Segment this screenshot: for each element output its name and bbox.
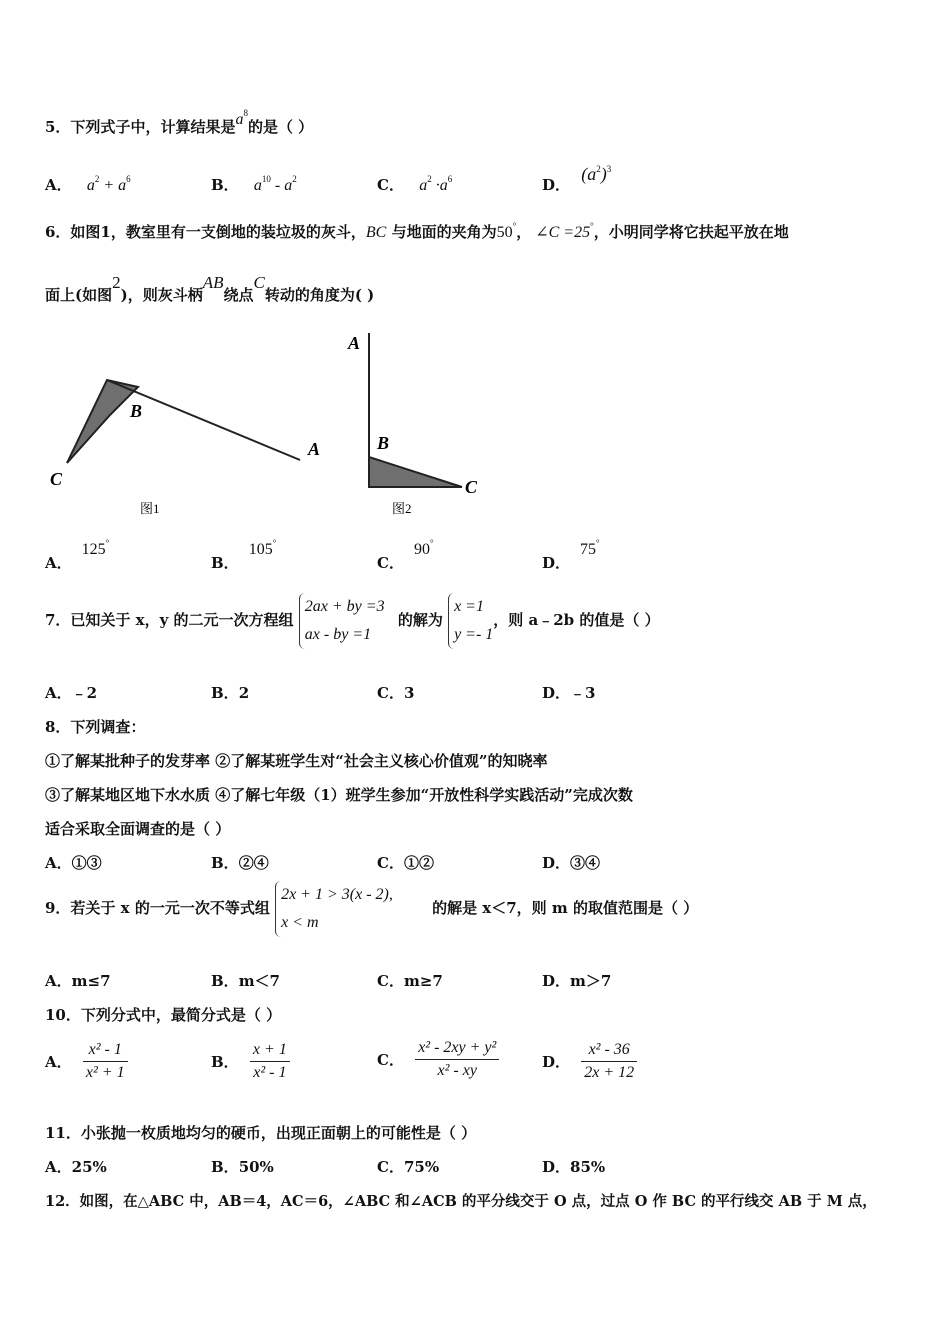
fig1-caption: 图1 [140, 501, 160, 516]
q6-option-a[interactable]: A．125° [45, 538, 110, 572]
q7-option-c[interactable]: C．3 [377, 684, 415, 702]
fig2-label-b: B [377, 433, 390, 453]
q7-option-d[interactable]: D．﹣3 [542, 684, 596, 702]
q9-stem: 9．若关于 x 的一元一次不等式组 2x + 1 > 3(x - 2), x < m 的解是 x＜7，则 m 的取值范围是（ ） [45, 881, 698, 937]
q9-option-d[interactable]: D．m＞7 [542, 972, 612, 990]
q11-option-c[interactable]: C．75% [377, 1158, 440, 1176]
q8-option-a[interactable]: A．①③ [45, 854, 102, 872]
q6-option-d[interactable]: D．75° [542, 538, 600, 572]
fraction: $\frac{x + 1}{\text{x² - 1}}$ [250, 1041, 290, 1082]
figure-2 [347, 333, 478, 516]
fraction: $\frac{\text{x² - 36}}{2x + 12}$ [581, 1041, 637, 1082]
dustpan-shape-2 [369, 457, 462, 487]
q6-option-b[interactable]: B．105° [211, 538, 277, 572]
fraction: $\frac{\text{x² - 1}}{\text{x² + 1}}$ [83, 1041, 128, 1082]
q8-option-c[interactable]: C．①② [377, 854, 434, 872]
fig1-label-c: C [50, 469, 63, 489]
q6-figures [40, 325, 500, 525]
q8-line2: ③了解某地区地下水水质 ④了解七年级（1）班学生参加“开放性科学实践活动”完成次数 [45, 786, 633, 804]
q10-option-d[interactable]: D． $\frac{\text{x² - 36}}{2x + 12}$ [542, 1041, 637, 1082]
q8-line1: ①了解某批种子的发芽率 ②了解某班学生对“社会主义核心价值观”的知晓率 [45, 752, 548, 770]
fig2-caption: 图2 [392, 501, 412, 516]
q6-line1: 6．如图1，教室里有一支倒地的装垃圾的灰斗，BC 与地面的夹角为50°， ∠C =25°，小明同学将它扶起平放在地 [45, 221, 789, 241]
q9-option-b[interactable]: B．m＜7 [211, 972, 280, 990]
q11-stem: 11．小张抛一枚质地均匀的硬币，出现正面朝上的可能性是（ ） [45, 1124, 477, 1142]
q7-option-b[interactable]: B．2 [211, 684, 250, 702]
fig1-label-b: B [130, 401, 143, 421]
q5-stem: 5．下列式子中，计算结果是$a^8$的是（ ） [45, 108, 314, 136]
q8-option-b[interactable]: B．②④ [211, 854, 269, 872]
q7-solution-system: x =1 y =- 1 [448, 593, 493, 649]
dustpan-shape-1 [67, 380, 138, 463]
q9-option-c[interactable]: C．m≥7 [377, 972, 443, 990]
q10-option-b[interactable]: B． $\frac{x + 1}{\text{x² - 1}}$ [211, 1041, 290, 1082]
q11-option-d[interactable]: D．85% [542, 1158, 606, 1176]
q10-stem: 10．下列分式中，最简分式是（ ） [45, 1006, 282, 1024]
q5-option-b[interactable]: B． $a^{10} - a^2$ [211, 174, 297, 194]
q11-option-a[interactable]: A．25% [45, 1158, 107, 1176]
q9-option-a[interactable]: A．m≤7 [45, 972, 111, 990]
q8-option-d[interactable]: D．③④ [542, 854, 601, 872]
q9-inequality-system: 2x + 1 > 3(x - 2), x < m [275, 881, 393, 937]
q5-option-c[interactable]: C． $a^2 \cdot a^6$ [377, 174, 453, 194]
q5-expr: $a^8$ [235, 108, 248, 128]
q8-line3: 适合采取全面调查的是（ ） [45, 820, 231, 838]
q12-stem: 12．如图，在△ABC 中，AB＝4，AC＝6，∠ABC 和∠ACB 的平分线交于 O 点，过点 O 作 BC 的平行线交 AB 于 M 点， [45, 1193, 877, 1210]
q10-option-c[interactable]: C． $\frac{\text{x² - 2xy + y²}}{\text{x² - xy}}$ [377, 1039, 499, 1080]
q7-equation-system: 2ax + by =3 ax - by =1 [299, 593, 385, 649]
q10-option-a[interactable]: A． $\frac{\text{x² - 1}}{\text{x² + 1}}$ [45, 1041, 128, 1082]
fig1-label-a: A [308, 439, 321, 459]
q11-option-b[interactable]: B．50% [211, 1158, 274, 1176]
fig2-label-a: A [348, 333, 361, 353]
q7-stem: 7．已知关于 x，y 的二元一次方程组 2ax + by =3 ax - by =1 的解为 x =1 y =- 1 ，则 a﹣2b 的值是（ ） [45, 593, 660, 649]
q7-option-a[interactable]: A．﹣2 [45, 684, 98, 702]
q6-line2: 面上(如图2)，则灰斗柄AB绕点C转动的角度为( ) [45, 273, 375, 304]
figure-1 [50, 380, 320, 516]
q8-stem: 8．下列调查： [45, 718, 146, 736]
fraction: $\frac{\text{x² - 2xy + y²}}{\text{x² - xy}}$ [415, 1039, 499, 1080]
q5-option-d[interactable]: D． $(a^2)^3$ [542, 164, 612, 194]
fig2-label-c: C [465, 477, 478, 497]
q6-option-c[interactable]: C．90° [377, 538, 434, 572]
q5-option-a[interactable]: A． $a^2 + a^6$ [45, 174, 131, 194]
